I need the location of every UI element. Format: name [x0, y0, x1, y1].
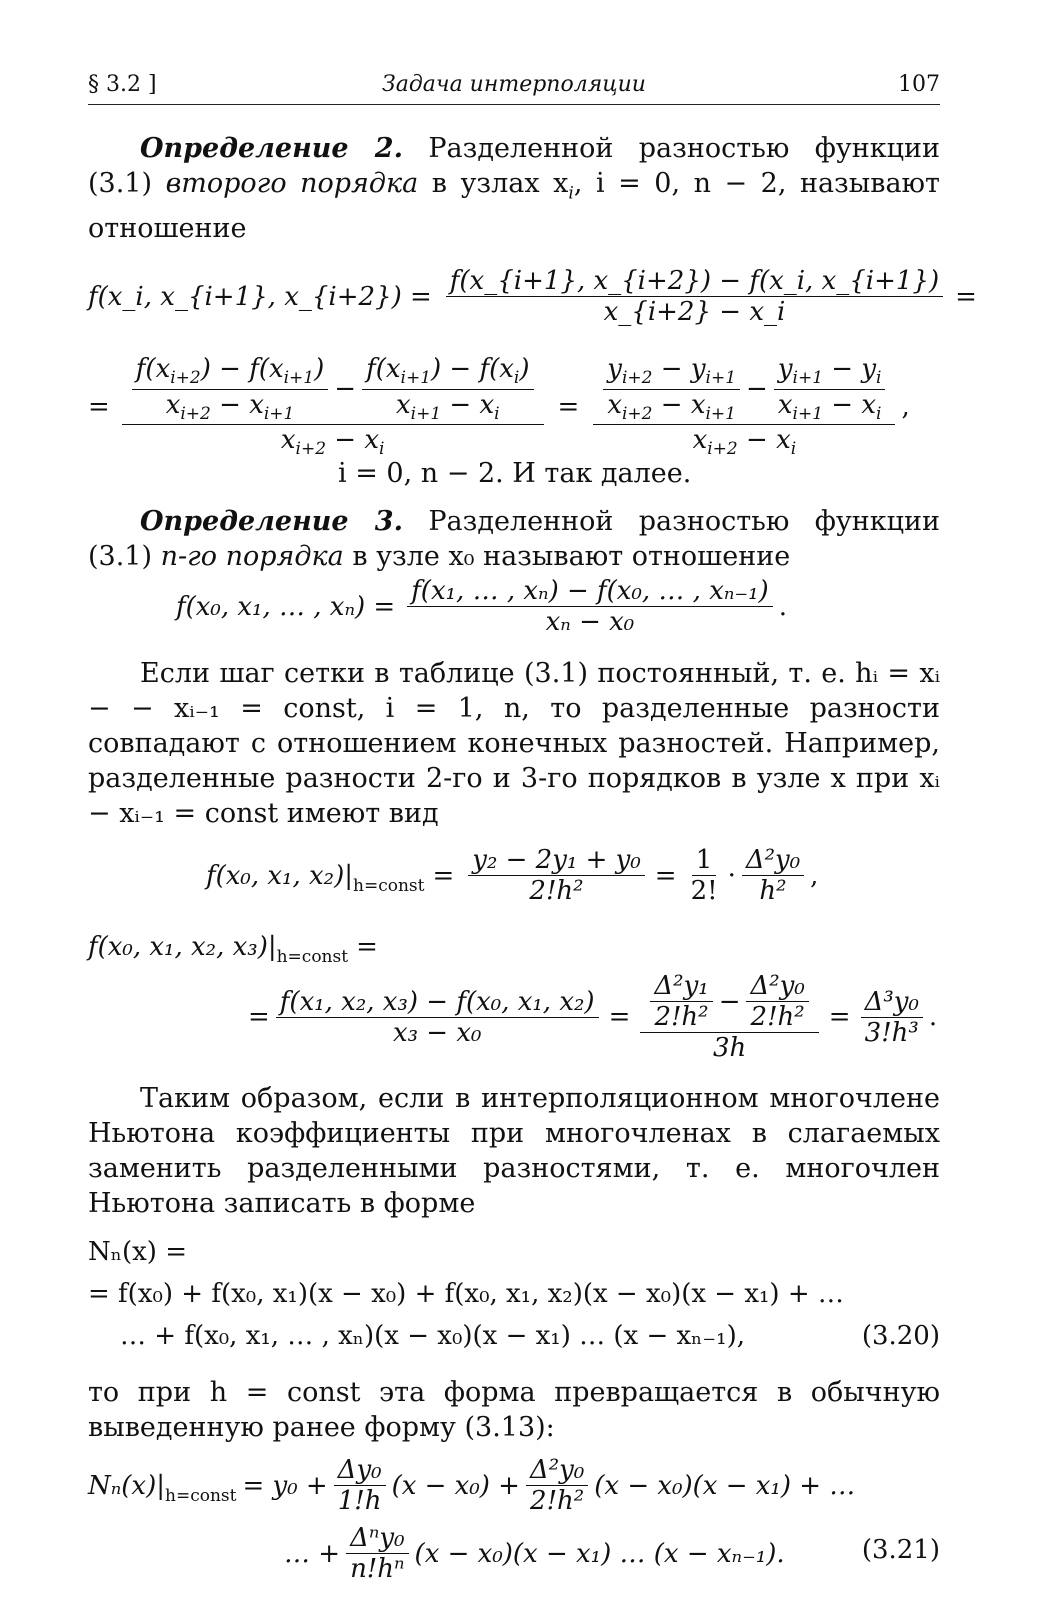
equation-def3 — [88, 574, 940, 656]
eq-second-one: 1 — [692, 845, 717, 876]
eq-def2-condition: i = 0, n − 2. И так далее. — [338, 458, 692, 490]
eq321-den3: n!hⁿ — [350, 1554, 405, 1585]
eq-def3-lhs: f(x₀, x₁, … , xₙ) = — [176, 591, 396, 622]
eq321-t0: = y₀ + — [242, 1470, 328, 1501]
definition-3-text-2: в узле x₀ называют отношение — [352, 541, 791, 573]
equation-3-21 — [88, 1445, 940, 1605]
definition-2-emph: второго порядка — [165, 168, 419, 199]
eq-def2-den: x_{i+2} − x_i — [603, 297, 786, 328]
eq-second-frac-one — [687, 845, 722, 906]
eq-def3-den: xₙ − x₀ — [545, 607, 635, 638]
eq-third-frac-c — [276, 987, 599, 1048]
definition-3-emph: n-го порядка — [160, 541, 344, 573]
paragraph-h-const-form: то при h = const эта форма превращается в обычную выведенную ранее форму (3.13): — [88, 1377, 940, 1444]
definition-2-text-3: , i = 0, n − 2, называют отношение — [88, 168, 940, 245]
eq320-line2: = f(x₀) + f(x₀, x₁)(x − x₀) + f(x₀, x₁, x₂)(x − x₀)(x − x₁) + … — [88, 1279, 844, 1310]
definition-2-label: Определение 2. — [140, 133, 403, 164]
eq-third-order-lhs: f(x₀, x₁, x₂, x₃)| $_{h=const}$ = — [88, 932, 378, 968]
eq320-line1: Nₙ(x) = — [88, 1237, 187, 1268]
running-title: Задача интерполяции — [382, 72, 646, 97]
eq-third-num-d1: Δ²y₁ — [650, 971, 712, 1002]
eq-second-sub: h=const — [353, 875, 425, 896]
page — [88, 70, 977, 1605]
eq-third-den-d: 3h — [712, 1033, 747, 1064]
eq321-den2: 2!h² — [530, 1486, 585, 1517]
eq-def2-compound-frac-2: $\frac{y_{i+2} - y_{i+1}}{x_{i+2} - x_{i+1}}$ − $\frac{y_{i+1} - y_i}{x_{i+1} - x_i}$ $x_{i+2} - x_i$ — [593, 354, 895, 459]
eq-second-twofact: 2! — [690, 876, 718, 907]
definition-3-text: Разделенной разностью функции (3.1) — [88, 506, 940, 573]
eq-def2-frac — [446, 266, 943, 327]
eq-def3-line: f(x₀, x₁, … , xₙ) = $\frac{\text{f(x₁, … , xₙ) − f(x₀, … , xₙ₋₁)}}{\text{xₙ − x₀}}$ . — [176, 576, 787, 638]
eq-second-num-a: y₂ − 2y₁ + y₀ — [468, 845, 645, 876]
eq321-t2: (x − x₀)(x − x₁) + … — [594, 1470, 856, 1501]
eq-third-den-d2: 2!h² — [750, 1002, 805, 1033]
equation-number-3-20: (3.20) — [861, 1321, 940, 1352]
eq-third-den-c: x₃ − x₀ — [392, 1017, 482, 1048]
running-header — [88, 70, 940, 105]
equation-h-const — [88, 831, 940, 1081]
eq-def3-frac — [407, 576, 773, 637]
eq-third-num-c: f(x₁, x₂, x₃) − f(x₀, x₁, x₂) — [276, 987, 599, 1018]
eq321-num1: Δy₀ — [334, 1455, 386, 1486]
eq-def3-num: f(x₁, … , xₙ) − f(x₀, … , xₙ₋₁) — [407, 576, 773, 607]
eq-third-frac-d: $\frac{\text{Δ²y₁}}{\text{2!h²}}$ − $\frac{\text{Δ²y₀}}{\text{2!h²}}$ 3h — [640, 971, 818, 1063]
paragraph-step-constant: Если шаг сетки в таблице (3.1) постоянный, т. е. hᵢ = xᵢ − − xᵢ₋₁ = const, i = 1, n, то разделенные разности совпадают с отношением конечных разностей. Например, разделенные разности 2-го и 3-го порядков в узле x при xᵢ − xᵢ₋₁ = const имеют вид — [88, 658, 940, 830]
eq321-t3: … + — [284, 1538, 341, 1569]
eq-second-frac-b — [742, 845, 804, 906]
eq321-line1 — [88, 1455, 855, 1516]
eq-third-den-d1: 2!h² — [654, 1002, 709, 1033]
eq-third-sub: h=const — [276, 947, 349, 968]
eq-second-lhs: f(x₀, x₁, x₂)| — [206, 860, 353, 891]
eq321-line2 — [284, 1523, 785, 1584]
eq321-sub: h=const — [165, 1485, 237, 1506]
eq321-t4: (x − x₀)(x − x₁) … (x − xₙ₋₁). — [414, 1538, 785, 1569]
eq320-line3: … + f(x₀, x₁, … , xₙ)(x − x₀)(x − x₁) … (x − xₙ₋₁), — [120, 1321, 745, 1352]
definition-3 — [88, 504, 940, 574]
definition-2-text: Разделенной разностью функции (3.1) — [88, 133, 940, 199]
eq-third-lhs: f(x₀, x₁, x₂, x₃)| — [88, 932, 277, 963]
eq-third-num-e: Δ³y₀ — [861, 987, 923, 1018]
eq321-num2: Δ²y₀ — [526, 1455, 588, 1486]
eq-def2-compound-frac-1: $\frac{f(x_{i+2}) - f(x_{i+1})}{x_{i+2} - x_{i+1}}$ − $\frac{f(x_{i+1}) - f(x_i)}{x_{i+1} - x_i}$ $x_{i+2} - x_i$ — [122, 354, 544, 459]
eq321-lhs: Nₙ(x)| — [88, 1470, 165, 1501]
section-number: § 3.2 ] — [88, 72, 157, 97]
equation-number-3-21: (3.21) — [861, 1535, 940, 1566]
eq321-den1: 1!h — [337, 1486, 382, 1517]
definition-2-text-2: в узлах x — [431, 168, 569, 199]
eq-second-den-b: h² — [759, 876, 787, 907]
eq-second-den-a: 2!h² — [529, 876, 584, 907]
equation-3-20 — [88, 1221, 940, 1369]
eq321-t1: (x − x₀) + — [391, 1470, 520, 1501]
eq321-num3: Δⁿy₀ — [346, 1523, 408, 1554]
eq321-frac-2 — [526, 1455, 588, 1516]
eq321-frac-1 — [334, 1455, 386, 1516]
eq-third-num-d2: Δ²y₀ — [746, 971, 808, 1002]
eq-def2-line1: f(x_i, x_{i+1}, x_{i+2}) = $\frac{f(x\_\{i+1\}, x\_\{i+2\}) - f(x\_i, x\_\{i+1\})}{x\_\{i+2\} - x\_i}$ = — [88, 266, 977, 328]
eq321-frac-3 — [346, 1523, 408, 1584]
definition-2: Определение 2. Разделенной разностью функции (3.1) второго порядка в узлах $x_i$, i = 0, n − 2, называют отношение — [88, 133, 940, 245]
eq-def2-num: f(x_{i+1}, x_{i+2}) − f(x_i, x_{i+1}) — [446, 266, 943, 297]
eq-def2-lhs: f(x_i, x_{i+1}, x_{i+2}) = — [88, 281, 432, 312]
eq-third-frac-e — [861, 987, 923, 1048]
definition-3-label: Определение 3. — [140, 506, 403, 538]
equation-def2 — [88, 246, 977, 496]
eq-second-order: f(x₀, x₁, x₂)| $_{h=const}$ = $\frac{\text{y₂ − 2y₁ + y₀}}{\text{2!h²}}$ = $\frac{1}{2!}$ · $\frac{\text{Δ²y₀}}{\text{h²}}$ , — [206, 845, 819, 907]
eq-third-order: = $\frac{\text{f(x₁, x₂, x₃) − f(x₀, x₁, x₂)}}{\text{x₃ − x₀}}$ = $\frac{\text{Δ²y₁}}{\text{2!h²}}$ − $\frac{\text{Δ²y₀}}{\text{2!h²}}$ 3h = $\frac{\text{Δ³y₀}}{\text{3!h³}}$ . — [248, 971, 938, 1064]
eq-def2-line2: = $\frac{f(x_{i+2}) - f(x_{i+1})}{x_{i+2} - x_{i+1}}$ − $\frac{f(x_{i+1}) - f(x_i)}{x_{i+1} - x_i}$ $x_{i+2} - x_i$ = $\frac{y_{i+2} - y_{i+1}}{x_{i+2} - x_{i+1}}$ − $\frac{y_{i+1} - y_i}{x_{i+1} - x_i}$ $x_{i+2} - x_i$ , — [88, 354, 910, 459]
eq-third-den-e: 3!h³ — [864, 1017, 919, 1048]
eq-second-frac-a — [468, 845, 645, 906]
paragraph-newton-form: Таким образом, если в интерполяционном многочлене Ньютона коэффициенты при многочленах в слагаемых заменить разделенными разностями, т. е. многочлен Ньютона записать в форме — [88, 1083, 940, 1220]
page-number: 107 — [898, 72, 940, 97]
eq-second-num-b: Δ²y₀ — [742, 845, 804, 876]
